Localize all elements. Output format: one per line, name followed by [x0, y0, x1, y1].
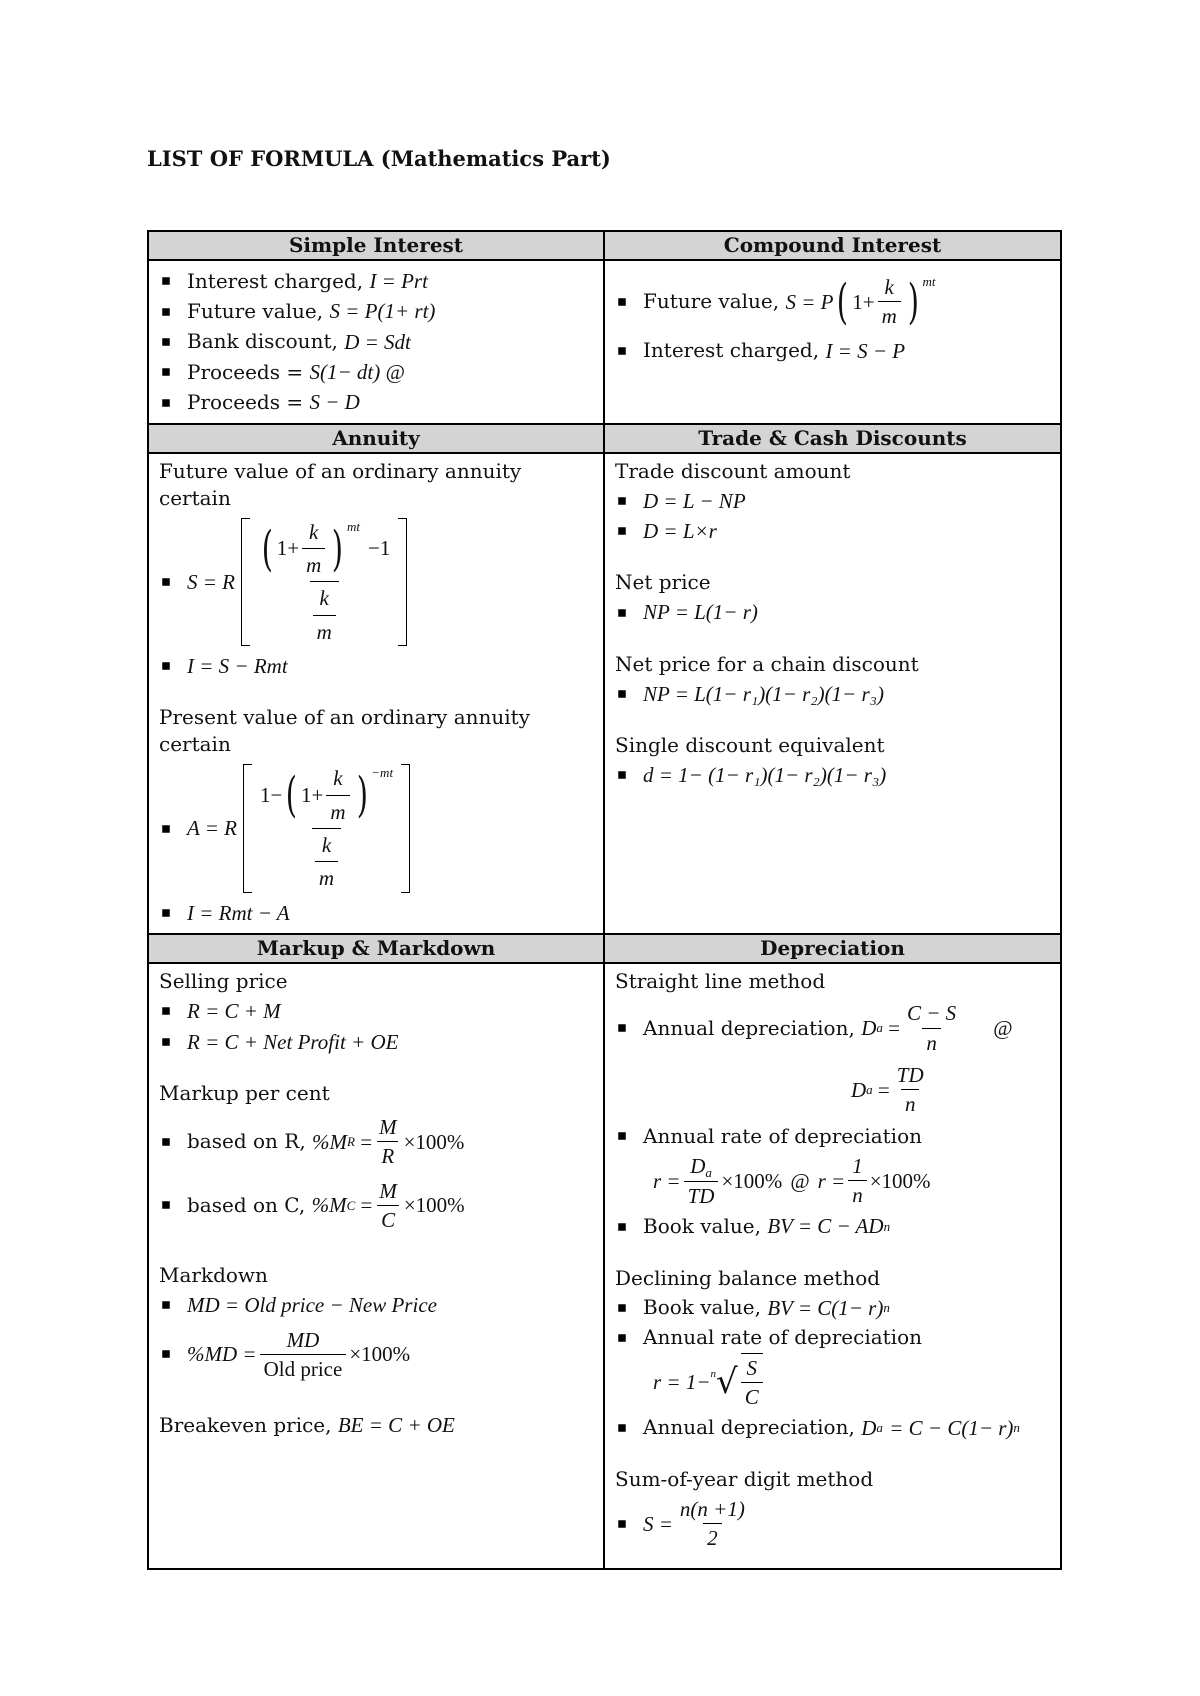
fraction [250, 518, 398, 646]
compound-interest-cell [604, 260, 1061, 424]
fraction [252, 764, 401, 892]
formula-label: Annual depreciation, [643, 1415, 855, 1440]
formula: S = P(1+ rt) [329, 299, 436, 324]
fraction [302, 518, 325, 580]
bullet-icon [618, 772, 626, 780]
simple-interest-cell [148, 260, 604, 424]
denominator: n [901, 1089, 920, 1118]
paren-icon: ( [286, 767, 298, 824]
numerator: n(n +1) [679, 1497, 745, 1522]
section-heading: Single discount equivalent [615, 733, 885, 758]
root-index: n [710, 1368, 717, 1381]
section-heading: Future value of an ordinary annuity certain [159, 458, 522, 510]
numerator [686, 1152, 716, 1182]
section-heading: Markup per cent [159, 1080, 330, 1105]
bullet-icon [618, 1132, 626, 1140]
formula: NP = L(1− r) [643, 600, 758, 625]
formula: = C − C(1− r) [889, 1415, 1014, 1440]
numerator: 1 [852, 1154, 863, 1179]
subscript: a [876, 1420, 883, 1436]
formula-row [653, 1152, 1050, 1211]
numerator: MD [286, 1327, 320, 1352]
bullet-icon [162, 1008, 170, 1016]
list-item [159, 297, 593, 325]
formula: D = L − NP [643, 488, 746, 513]
list-item: based on C, %M C = $\frac{M}{C}$ ×100% [159, 1177, 593, 1235]
paren-icon: ( [261, 520, 273, 577]
bullet-icon [162, 1351, 170, 1359]
subscript: R [347, 1133, 355, 1149]
list-item [615, 680, 1050, 708]
trade-cash-cell [604, 453, 1061, 934]
bullet-icon [162, 338, 170, 346]
formula-label: Book value, [643, 1295, 761, 1320]
formula-label: Annual rate of depreciation [643, 1325, 922, 1350]
numerator: TD [896, 1062, 924, 1087]
formula-part: @ [993, 1015, 1013, 1040]
subscript: n [883, 1218, 891, 1234]
numerator: k [309, 519, 319, 544]
bullet-icon [162, 909, 170, 917]
denominator: m [878, 301, 901, 330]
formula: I = Rmt − A [187, 900, 290, 925]
formula: S = [643, 1511, 673, 1536]
formula: S(1− dt) @ [309, 360, 405, 385]
bullet-icon [618, 298, 626, 306]
formula: d = 1− (1− r₁)(1− r₂)(1− r₃) [643, 763, 887, 788]
formula-label: Breakeven price, [159, 1413, 332, 1438]
formula-part: 1+ [276, 536, 300, 561]
list-item [615, 1495, 1050, 1553]
formula-table [147, 230, 1062, 1570]
denominator: m [302, 548, 325, 579]
subscript: a [866, 1081, 873, 1097]
list-item [615, 598, 1050, 626]
bullet-icon [162, 1302, 170, 1310]
section-heading: Straight line method [615, 969, 826, 994]
formula-part: ×100% [869, 1168, 931, 1193]
formula-part: ×100% [349, 1342, 411, 1367]
formula: MD = Old price − New Price [187, 1293, 437, 1318]
denominator: TD [684, 1181, 719, 1210]
denominator: n [848, 1180, 867, 1209]
list-item [159, 1326, 593, 1384]
denominator: Old price [260, 1354, 347, 1383]
bracket-icon [243, 764, 252, 892]
paren-icon: ( [837, 273, 849, 330]
formula-label: Proceeds = [187, 390, 304, 415]
bullet-icon [618, 1024, 626, 1032]
list-item [615, 273, 1050, 331]
numerator: k [321, 833, 332, 858]
numerator: k [884, 275, 894, 299]
section-heading: Present value of an ordinary annuity certain [159, 705, 531, 757]
formula: R = C + Net Profit + OE [187, 1029, 399, 1054]
numerator: S [746, 1356, 757, 1381]
fraction [684, 1152, 719, 1211]
bullet-icon [162, 825, 170, 833]
fraction [741, 1353, 763, 1412]
fraction [326, 764, 349, 826]
header-markup: Markup & Markdown [148, 934, 604, 963]
list-item [615, 517, 1050, 545]
formula: I = S − P [825, 338, 906, 363]
numerator: k [333, 766, 343, 791]
bracket-block [243, 764, 410, 892]
formula-label: Annual depreciation, [643, 1015, 855, 1040]
formula: BV = C(1− r) [767, 1295, 884, 1320]
formula: D = L×r [643, 519, 717, 544]
formula-label: Future value, [643, 289, 780, 314]
list-item [615, 1324, 1050, 1351]
formula: %MD = [187, 1342, 257, 1367]
formula: S = P [785, 289, 834, 314]
bullet-icon [618, 1223, 626, 1231]
list-item [159, 518, 593, 646]
denominator: n [922, 1028, 941, 1057]
bullet-icon [162, 1138, 170, 1146]
bullet-icon [618, 497, 626, 505]
fraction [375, 1177, 401, 1235]
list-item [159, 1291, 593, 1319]
list-item [615, 1212, 1050, 1240]
subscript: a [705, 1164, 712, 1180]
formula-part: @ [790, 1168, 810, 1193]
list-item: based on R, %M R = $\frac{M}{R}$ ×100% [159, 1113, 593, 1171]
list-item [159, 328, 593, 356]
section-heading: Selling price [159, 969, 288, 994]
fraction [260, 1326, 347, 1384]
bullet-icon [618, 609, 626, 617]
fraction [313, 584, 336, 646]
bracket-icon [241, 518, 250, 646]
formula-part: 1− [259, 783, 283, 808]
bullet-icon [618, 1304, 626, 1312]
formula-part: ×100% [403, 1193, 465, 1218]
formula: R = C + M [187, 999, 281, 1024]
header-depreciation: Depreciation [604, 934, 1061, 963]
bullet-icon [162, 1202, 170, 1210]
formula: I = Prt [369, 269, 428, 293]
formula: D = Sdt [344, 329, 411, 354]
list-item [615, 487, 1050, 515]
formula-label: Interest charged, [643, 338, 820, 363]
formula-label: Book value, [643, 1214, 761, 1239]
denominator [312, 828, 341, 893]
formula-row [653, 1353, 1050, 1412]
bullet-icon [618, 347, 626, 355]
fraction [893, 1061, 928, 1119]
formula-label: Interest charged, [187, 268, 364, 293]
bullet-icon [162, 368, 170, 376]
formula: D [861, 1015, 877, 1040]
list-item [159, 652, 593, 680]
formula: I = S − Rmt [187, 654, 288, 679]
list-item [159, 997, 593, 1025]
exponent: n [883, 1300, 890, 1316]
formula: D [851, 1077, 867, 1102]
list-item [615, 1414, 1050, 1442]
section-heading: Net price for a chain discount [615, 651, 919, 676]
formula-label: Bank discount, [187, 329, 338, 354]
fraction [878, 273, 901, 331]
formula: BE = C + OE [337, 1413, 455, 1438]
formula-part: 1+ [852, 289, 875, 314]
numerator: M [379, 1178, 397, 1203]
list-item [159, 899, 593, 927]
list-item: Annual depreciation, D a = $\frac{C - S}{n}$ @ [615, 999, 1050, 1057]
bracket-icon [401, 764, 410, 892]
formula: S = R [187, 569, 235, 594]
header-simple-interest: Simple Interest [148, 231, 604, 260]
denominator: m [315, 861, 338, 892]
markup-cell [148, 963, 604, 1569]
formula: NP = L(1− r₁)(1− r₂)(1− r₃) [643, 681, 884, 706]
list-item [615, 761, 1050, 789]
denominator: m [326, 795, 349, 826]
formula: r = [817, 1168, 846, 1193]
list-item [159, 388, 593, 416]
bullet-icon [162, 663, 170, 671]
exponent: mt [922, 274, 936, 289]
depreciation-cell [604, 963, 1061, 1569]
section-heading: Net price [615, 570, 711, 595]
formula-part: 1+ [301, 783, 324, 808]
denominator [310, 581, 339, 646]
numerator: C − S [906, 1001, 957, 1026]
formula-label: Annual rate of depreciation [643, 1123, 922, 1148]
list-item: D a = $\frac{TD}{n}$ [851, 1061, 1050, 1119]
bullet-icon [162, 578, 170, 586]
denominator: C [741, 1382, 763, 1411]
formula-label: based on C, [187, 1192, 306, 1217]
numerator: M [379, 1114, 397, 1139]
numerator [258, 518, 390, 582]
formula-label: Future value, [187, 299, 324, 324]
subscript: C [346, 1197, 356, 1213]
formula: D [861, 1415, 877, 1440]
fraction [676, 1495, 749, 1553]
header-compound-interest: Compound Interest [604, 231, 1061, 260]
section-heading: Declining balance method [615, 1265, 881, 1290]
formula: S − D [309, 390, 360, 415]
bracket-icon [398, 518, 407, 646]
list-item [615, 1294, 1050, 1322]
formula-part: −1 [367, 536, 391, 561]
numerator [260, 764, 393, 828]
bullet-icon [618, 1424, 626, 1432]
bracket-block [241, 518, 407, 646]
exponent: n [1013, 1420, 1020, 1436]
bullet-icon [618, 690, 626, 698]
formula-part: ×100% [403, 1129, 465, 1154]
list-item [159, 764, 593, 892]
section-heading: Trade discount amount [615, 458, 851, 483]
list-item [615, 337, 1050, 365]
list-item [615, 1123, 1050, 1150]
paren-icon: ) [907, 273, 919, 330]
subscript: a [876, 1020, 883, 1036]
fraction [315, 831, 338, 893]
header-trade-cash: Trade & Cash Discounts [604, 424, 1061, 453]
formula: r = 1− [653, 1370, 711, 1395]
formula-label: based on R, [187, 1129, 306, 1154]
list-item [159, 267, 593, 295]
formula-part: ×100% [721, 1168, 783, 1193]
bullet-icon [618, 527, 626, 535]
fraction [903, 999, 960, 1057]
exponent: mt [346, 518, 360, 534]
list-item [159, 1028, 593, 1056]
list-item [159, 1411, 593, 1439]
radical-icon: √ [716, 1362, 738, 1403]
numerator-text: D [690, 1153, 706, 1178]
list-item [159, 358, 593, 386]
bullet-icon [618, 1334, 626, 1342]
paren-icon: ) [331, 520, 344, 577]
formula: BV = C − AD [767, 1214, 884, 1239]
section-heading: Markdown [159, 1263, 268, 1288]
numerator: k [319, 586, 329, 611]
formula: A = R [187, 816, 237, 841]
bullet-icon [618, 1520, 626, 1528]
formula-label: Proceeds = [187, 359, 304, 384]
fraction [375, 1113, 401, 1171]
bullet-icon [162, 1038, 170, 1046]
page-title: LIST OF FORMULA (Mathematics Part) [147, 146, 611, 171]
formula: %M [311, 1193, 347, 1218]
denominator: 2 [703, 1523, 722, 1552]
bullet-icon [162, 308, 170, 316]
paren-icon: ) [356, 767, 368, 824]
formula: r = [653, 1168, 681, 1193]
bullet-icon [162, 277, 170, 285]
denominator: m [313, 615, 336, 646]
denominator: C [377, 1205, 399, 1234]
bullet-icon [162, 399, 170, 407]
section-heading: Sum-of-year digit method [615, 1467, 874, 1492]
annuity-cell [148, 453, 604, 934]
fraction [848, 1152, 867, 1210]
denominator: R [377, 1141, 398, 1170]
formula: %M [312, 1129, 348, 1154]
exponent: −mt [371, 765, 394, 781]
header-annuity: Annuity [148, 424, 604, 453]
